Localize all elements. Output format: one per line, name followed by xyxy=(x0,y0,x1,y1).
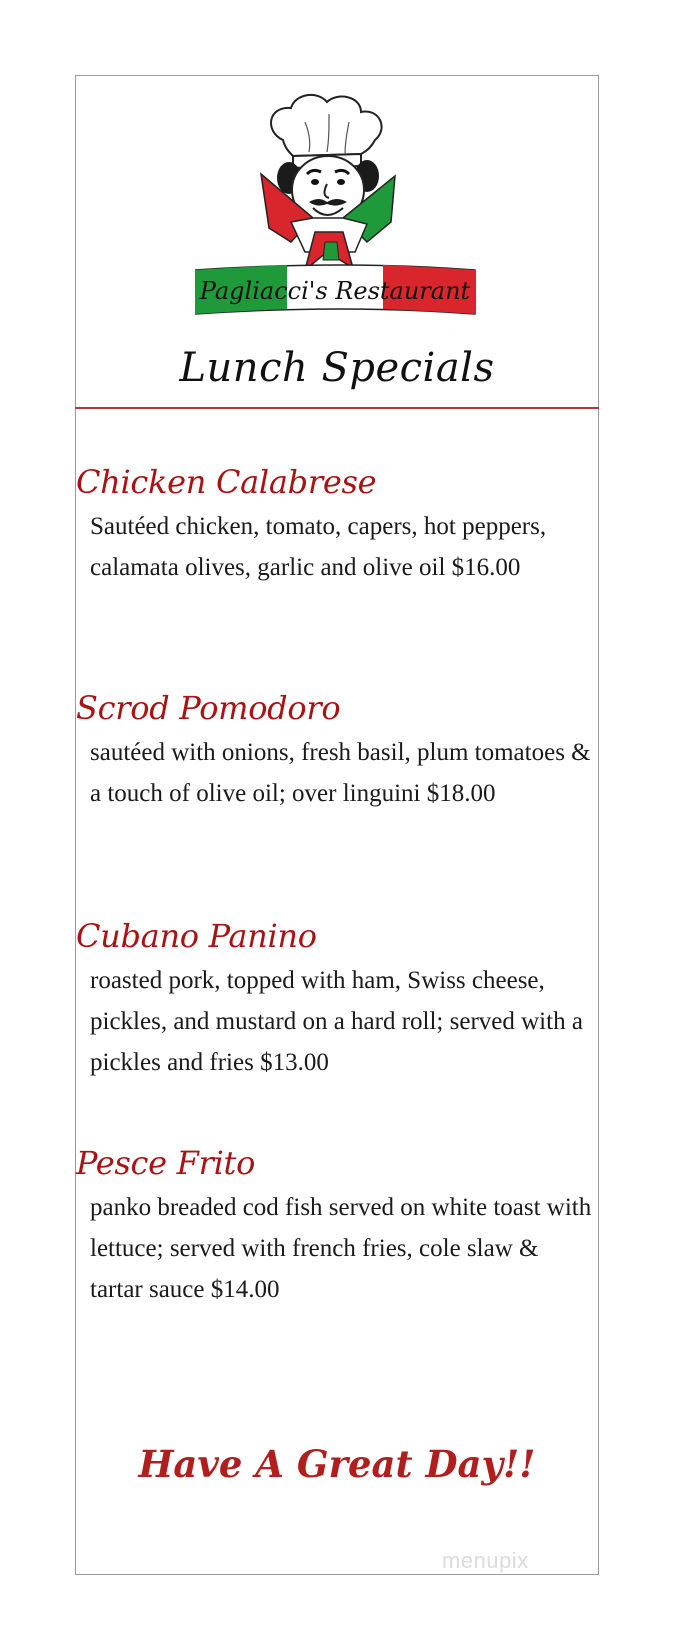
menu-item-name: Cubano Panino xyxy=(76,917,317,955)
menu-item xyxy=(76,1143,596,1310)
menu-item-description: panko breaded cod fish served on white toast with lettuce; served with french fries, cole slaw & tartar sauce $14.00 xyxy=(90,1194,592,1303)
menu-headline: Lunch Specials xyxy=(179,345,495,391)
menu-item-name: Pesce Frito xyxy=(76,1144,256,1182)
menu-item-description: sautéed with onions, fresh basil, plum tomatoes & a touch of olive oil; over linguini $18.00 xyxy=(90,739,591,807)
menu-item xyxy=(76,462,596,588)
watermark: menupix xyxy=(442,1548,529,1573)
menu-item-description: Sautéed chicken, tomato, capers, hot peppers, calamata olives, garlic and olive oil $16.00 xyxy=(90,513,547,581)
chef-logo xyxy=(195,92,495,347)
closing-message: Have A Great Day!! xyxy=(138,1442,536,1486)
menu-item xyxy=(76,688,596,814)
menu-item-name: Scrod Pomodoro xyxy=(76,689,341,727)
menu-item-name: Chicken Calabrese xyxy=(76,463,377,501)
logo-banner-text: Pagliacci's Restaurant xyxy=(199,277,471,305)
header-divider xyxy=(75,407,599,409)
menu-item xyxy=(76,916,596,1083)
menu-item-description: roasted pork, topped with ham, Swiss cheese, pickles, and mustard on a hard roll; served with a pickles and fries $13.00 xyxy=(90,967,583,1076)
